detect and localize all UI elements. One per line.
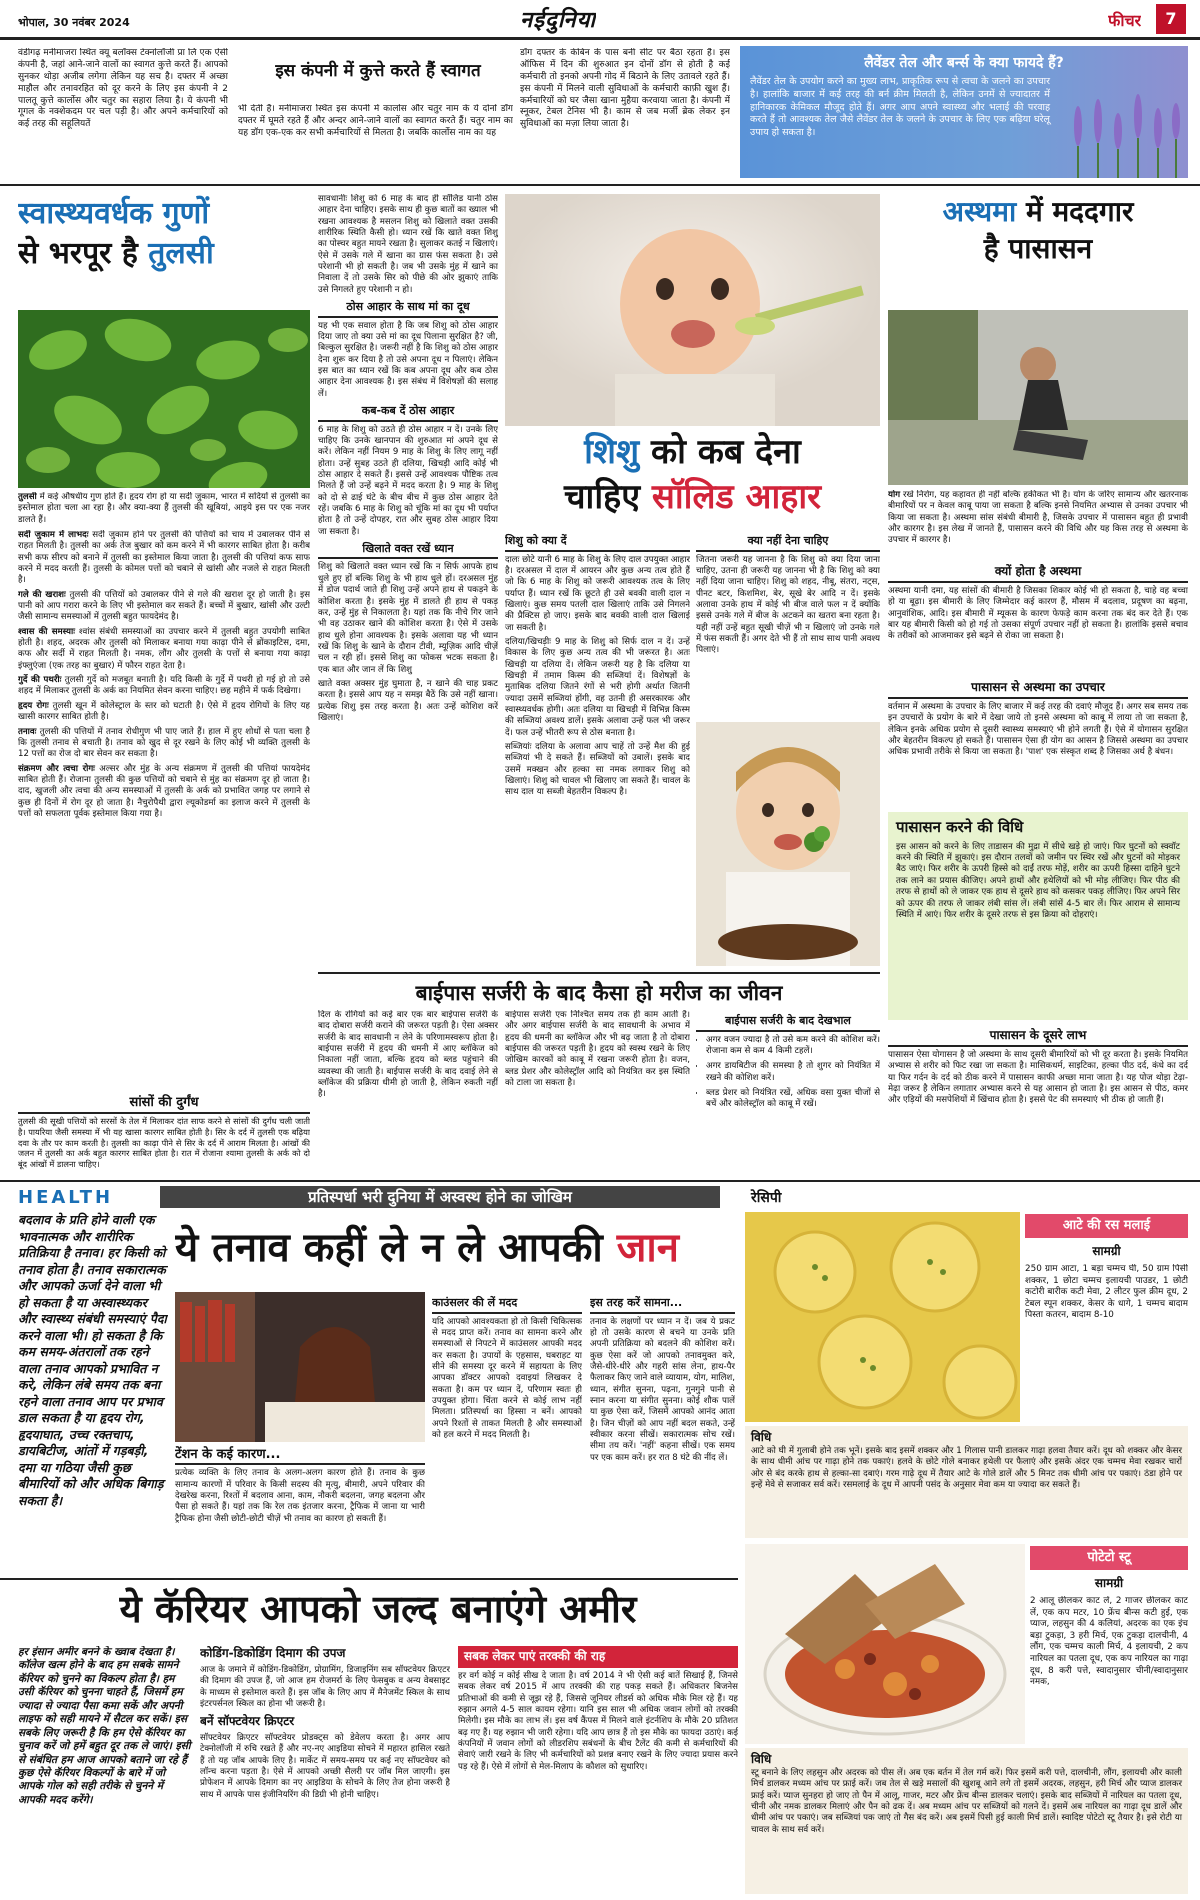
tulsi-para-text: श्वांस संबंधी समस्याओं का उपचार करने में तुलसी बहुत उपयोगी साबित होती है। शहद, अदरक और तुलसी को मिलाकर बनाया गया काढ़ा पीने से ब्रोंकाइटिस, दमा, कफ और सर्दी में राहत मिलती है। नमक, लौंग और तुलसी के पत्तों से बनाया गया काढ़ा इंफ्लुएंजा (एक तरह का बुखार) में फौरन राहत देता है।	[18, 626, 310, 671]
tulsi-para	[18, 727, 310, 761]
section-divider	[0, 1578, 738, 1580]
health-counsel	[432, 1292, 582, 1572]
tulsi-para-text: तुलसी खून में कोलेस्ट्राल के स्तर को घटाती है। ऐसे में हृदय रोगियों के लिए यह खासी कारगर साबित होती है।	[18, 700, 310, 723]
lavender-flowers-image	[1058, 66, 1188, 178]
tulsi-para-text: तुलसी की पत्तियों में तनाव रोधीगुण भी पाए जाते हैं। हाल में हुए शोधों से पता चला है कि तुलसी तनाव से बचाती है। तनाव को खुद से दूर रखने के लिए कोई भी व्यक्ति तुलसी के 12 पत्तों का रोज दो बार सेवन कर सकता है।	[18, 726, 310, 760]
tulsi-title-b: तुलसी	[148, 235, 214, 271]
career-lesson	[458, 1646, 738, 1894]
health-label: HEALTH	[18, 1187, 114, 1208]
stressed-student-image	[175, 1292, 425, 1442]
solid-intro: सावधानीः शिशु को 6 माह के बाद ही सॉलिड यानी ठोस आहार देना चाहिए। इसके साथ ही कुछ बातों का ख्याल भी रखना आवश्यक है मसलन शिशु को खिलाते वक्त उसकी शारीरिक स्थिति कैसी हो। ध्यान रखें कि खाते वक्त शिशु का पोस्चर बहुत मायने रखता है। सुलाकर कतई न खिलाएं। ऐसे में उसके गले में खाना का ग्रास फंस सकता है। उसे परेशानी भी हो सकती है। जब भी उसके मुंह में खाने का निवाला दें तो उसके सिर को पीछे की ओर झुकाएं ताकि उसे निगलते हुए परेशानी न हो।	[318, 194, 498, 295]
health-title-b: जान	[616, 1225, 679, 1271]
tulsi-caption	[18, 492, 310, 526]
recipe2-ingredients: 2 आलू छीलकर काट लें, 2 गाजर छीलकर काट लें, एक कप मटर, 10 फ्रेंच बीन्स कटी हुई, एक प्याज, लहसुन की 4 कलियां, अदरक का एक इंच बड़ा टुकड़ा, 3 हरी मिर्च, एक टुकड़ा दालचीनी, 4 लौंग, एक चम्मच काली मिर्च, 4 इलायची, 2 कप नारियल का पतला दूध, एक कप नारियल का गाढ़ा दूध, 8 करी पत्ते, स्वादानुसार चीनी/स्वादानुसार नमक,	[1030, 1596, 1188, 1688]
asthma-benefit-text: पासासन ऐसा योगासन है जो अस्थमा के साथ दूसरी बीमारियों को भी दूर करता है। इसके नियमित अभ्यास से शरीर को फिट रखा जा सकता है। मासिकधर्म, साइटिका, हल्का पीठ दर्द, कंधे का दर्द या फिर गर्दन के दर्द को ठीक करने में पासासन काफी अच्छा माना जाता है। यह पोज थोड़ा टेढ़ा-मेढ़ा जरूर है लेकिन लगातार अभ्यास करने से यह आसान हो जाता है। इस आसन से पीठ, कमर और एड़ियों की मसपेशियों में खिंचाव होता है। इससे पेट की समस्याएं भी ठीक हो जाती हैं।	[888, 1049, 1188, 1106]
bypass-col1: दिल के रोगियों को कई बार एक बार बाईपास सर्जरी के बाद दोबारा सर्जरी कराने की जरूरत पड़ती है। ऐसा अक्सर सर्जरी के बाद सावधानी न लेने के परिणामस्वरूप होता है। बाईपास सर्जरी में हृदय की धमनी में आए ब्लॉकेज को निकाला नहीं जाता, बल्कि हृदय को ब्लड पहुंचाने की व्यवस्था की जाती है। बाईपास सर्जरी के बाद दवाई लेने से ब्लॉकेज की प्रक्रिया धीमी हो जाती है, लेकिन रुकती नहीं है।	[318, 1010, 498, 1100]
career-software-text: सॉफ्टवेयर क्रिएटर सॉफ्टवेयर प्रोडक्ट्स को डेवेलप करता है। अगर आप टेक्नोलॉजी में रुचि रखते हैं और नए-नए आइडिया सोचने में महारत हासिल रखते हैं तो यह जॉब आपके लिए है। मार्केट में समय-समय पर कई नए सॉफ्टवेयर को लॉन्च करना पड़ता है। ऐसे में आपको अच्छी सैलरी पर जॉब मिल जाएगी। इस प्रोफेशन में आपके दिमाग का नए आइडिया के सोचने के लिए तेज होना जरूरी है साथ में आपके पास इंजीनियरिंग की डिग्री भी होनी चाहिए।	[200, 1733, 450, 1800]
tulsi-caption-lead: तुलसी	[18, 492, 37, 502]
asthma-benefit	[888, 1024, 1188, 1172]
career-software-heading: बनें सॉफ्टवेयर क्रिएटर	[200, 1714, 295, 1729]
recipe1-title: आटे की रस मलाई	[1025, 1214, 1188, 1238]
section-label: फीचर	[1108, 11, 1142, 30]
bypass-care-box	[696, 1010, 880, 1170]
tulsi-para	[18, 590, 310, 624]
asthma-title-a: अस्थमा	[942, 195, 1017, 228]
asthma-method-text: इस आसन को करने के लिए ताडासन की मुद्रा में सीधे खड़े हो जाएं। फिर घुटनों को स्क्वॉट करने की स्थिति में झुकाएं। इस दौरान तलवों को जमीन पर स्थिर रखें और घुटनों को मोड़कर बैठ जाएं। फिर शरीर के ऊपरी हिस्से को दाईं तरफ मोड़ें, शरीर का ऊपरी हिस्सा दाहिने घुटने तक लाने का प्रयास कीजिए। अपने हाथों और हथेलियों को भी मोड़ लीजिए। फिर पीठ की तरफ से हाथों को ले जाकर एक हाथ से दूसरे हाथ को कसकर पकड़ लीजिए। फिर अपने सिर को ऊपर की तरफ ले जाकर लंबी सांस लें। लंबी सांसें 4-5 बार लें। फिर आराम से सामान्य स्थिति में आएं। फिर शरीर के दूसरे तरफ से इस क्रिया को दोहराएं।	[896, 841, 1180, 920]
recipe2-method-box	[745, 1748, 1188, 1894]
asthma-treat	[888, 676, 1188, 808]
health-cause	[175, 1446, 425, 1570]
tulsi-para-head: गुर्दे की पथरीः	[18, 675, 62, 686]
health-counsel-text: यदि आपको आवश्यकता हो तो किसी चिकित्सक से मदद प्राप्त करें। तनाव का सामना करने और समस्याओं से निपटने में काउंसलर आपकी मदद कर सकता है। उपायों के एहसास, घबराहट या सीने की समस्या दूर करने में सहायता के लिए आपका डॉक्टर आपको दवाइयां लिखकर दे सकता है। कम पर ध्यान दें, परिणाम स्वतः ही उपयुक्त होगा। चिंता करने से कोई लाभ नहीं मिलता। प्रतिस्पर्धा का हिस्सा न बनें। आपको अपने रिश्तों से ताकत मिलती है और समस्याओं को हल करने में मदद मिलती है।	[432, 1316, 582, 1440]
recipe2-ing-heading: सामग्री	[1094, 1576, 1124, 1590]
tulsi-para	[18, 675, 310, 698]
career-coding	[200, 1646, 450, 1894]
bypass-care-list	[696, 1035, 880, 1111]
bypass-col2: बाईपास सर्जरी एक निश्चित समय तक ही काम आती है। और अगर बाईपास सर्जरी के बाद सावधानी के अभाव में हृदय की धमनी का ब्लॉकेज और भी बढ़ जाता है तो दोबारा बाईपास की जरूरत पड़ती है। हृदय को स्वस्थ रखने के लिए जोखिम कारकों को काबू में रखना जरूरी होता है। वजन, ब्लड प्रेशर और कोलेस्ट्रॉल आदि को नियंत्रित कर इस स्थिति को टाला जा सकता है।	[505, 1010, 690, 1089]
solid-feed-text-2: खाते वक्त अक्सर मुंह घुमाता है, न खाने की चाह प्रकट करता है। इससे आप यह न समझ बैठें कि उसे नहीं खाना। प्रत्येक शिशु इस तरह करता है। अतः उन्हें कोशिश करें खिलाएं।	[318, 678, 498, 723]
recipe1-method-text: आटे को घी में गुलाबी होने तक भूनें। इसके बाद इसमें शक्कर और 1 गिलास पानी डालकर गाढ़ा हलवा तैयार करें। दूध को शक्कर और केसर के साथ धीमी आंच पर गाढ़ा होने तक पकाएं। हलवे के छोटे गोले बनाकर हथेली पर फैलाएं और इसके अंदर एक चम्मच मेवा रखकर चारों ओर से बंद करके हाथ से हल्का-सा दबाएं। गरम गाढ़े दूध में तैयार आटे के गोले डालें और 5 मिनट तक धीमी आंच पर पकाएं। ठंडा होने पर इन्हें मेवे से सजाकर सर्व करें। रसमलाई के दूध में आपनी पसंद के अनुसार मेवा कम या ज्यादा कर सकते हैं।	[751, 1445, 1182, 1490]
masthead	[0, 0, 1200, 40]
asthma-why-heading: क्यों होता है अस्थमा	[888, 564, 1188, 583]
newspaper-logo: नईदुनिया	[520, 8, 597, 33]
ras-malai-image	[745, 1212, 1020, 1422]
asthma-headline	[888, 194, 1188, 306]
asthma-method-heading: पासासन करने की विधि	[896, 818, 1024, 836]
recipe1-method-box	[745, 1426, 1188, 1538]
asthma-title-b: में मददगार	[1016, 195, 1134, 228]
tulsi-title-line2	[18, 234, 308, 274]
asthma-title-line2: है पासासन	[983, 231, 1093, 265]
solid-not-text: जितना जरूरी यह जानना है कि शिशु को क्या दिया जाना चाहिए, उतना ही जरूरी यह जानना भी है कि शिशु को क्या नहीं दिया जाना चाहिए। शिशु को शहद, नीबू, संतरा, नट्स, पीनट बटर, किशमिश, बेर, सूखे बेर आदि न दें। इसके अलावा उनके हाथ में कोई भी बीज वाले फल न दें क्योंकि इससे उनके गले में बीज के अटकने का खतरा बना रहता है। यही नहीं उन्हें बहुत सूखी चीज़ें भी न खिलाएं जो उनके गले में फंस सकती हैं। अगर देते भी हैं तो साथ साथ पानी अवश्य पिलाएं।	[696, 554, 880, 656]
health-cause-heading: टेंशन के कई कारण...	[175, 1446, 425, 1465]
asthma-why	[888, 560, 1188, 674]
career-headline: ये कॅरियर आपको जल्द बनाएंगे अमीर	[119, 1587, 637, 1631]
tulsi-leaves-image	[18, 310, 310, 488]
tulsi-para	[18, 530, 310, 587]
career-lesson-text: हर वर्ग कोई न कोई सीख दे जाता है। वर्ष 2014 ने भी ऐसी कई बातें सिखाई हैं, जिनसे सबक लेकर वर्ष 2015 में आप तरक्की की राह पकड़ सकते हैं। अधिकतर बिजनेस प्रतिभाओं की कमी से जूझ रहे हैं, जिससे जूनियर लीडर्स को अधिक मौके मिल रहे हैं। यह रुझान अगले 4-5 साल कायम रहेगा। यानि इस साल भी अधिक जवान लोगों को तरक्की मिलेगी। इस मौके का लाभ लें। इस वर्ष कैंपस में मिलने वाले इंटर्नशिप के मौके 20 प्रतिशत बढ़ गए हैं। यह रुझान भी जारी रहेगा। यदि आप छात्र हैं तो इस मौके का फायदा उठाएं। कई कंपनियों में जवान लोगों को लीडरशिप सबंधनों के बीच टैलेंट की कमी से कर्मचारियों की सेवाएं जारी रखने के लिए भी कर्मचारियों को प्रशन्न बनाए रखने के लिए ज्यादा प्रयास करने पड़ रहे हैं। ऐसे में लोगों से मेल-मिलाप के कौशल को सुधारिए।	[458, 1670, 738, 1772]
list-item: • अगर डायबिटीज की समस्या है तो शुगर को नियंत्रित में रखने की कोशिश करें।	[706, 1061, 880, 1084]
tulsi-headline	[18, 194, 308, 306]
career-pull-quote: हर इंसान अमीर बनने के ख्वाब देखता है। कॉलेज खत्म होने के बाद हम सबके सामने कॅरियर को चुनने का विकल्प होता है। हम उसी कॅरियर को चुनना चाहते हैं, जिसमें हम ज्यादा से ज्यादा पैसा कमा सकें और अपनी लाइफ को सही मायने में सैटल कर सकें। इस सबके लिए जरूरी है कि हम ऐसे कॅरियर का चुनाव करें जो हमें बहुत दूर तक ले जाएं। इसी से संबंधित हम आज आपको बताने जा रहे हैं कुछ ऐसे कॅरियर विकल्पों के बारे में जो आपके गोल को सही तरीके से चुनने में आपकी मदद करेंगे।	[18, 1646, 191, 1806]
health-kicker: प्रतिस्पर्धा भरी दुनिया में अस्वस्थ होने का जोखिम	[160, 1186, 720, 1208]
lavender-title: लैवेंडर तेल और बर्न्स के क्या फायदे हैं?	[864, 55, 1064, 71]
dogs-right-text: डॉग दफ्तर के केबिन के पास बनी सीट पर बैठा रहता है। इस ऑफिस में दिन की शुरुआत इन दोनों डॉग से होती है कई कर्मचारी तो इनको अपनी गोद में बिठाने के लिए उतावले रहते हैं। इस कंपनी में मिलने वाली सुविधाओं के कर्मचारी काफ़ी खुश हैं। कर्मचारियों को घर जैसा खाना मुहैया करवाया जाता है। कंपनी में स्नूकर, टेबल टेनिस भी है। काम से जब मर्जी ब्रेक लेकर इन सुविधाओं का मज़ा लिया जाता है।	[520, 48, 730, 130]
section-divider	[0, 184, 1200, 186]
asthma-treat-heading: पासासन से अस्थमा का उपचार	[888, 680, 1188, 699]
solid-left-column	[318, 194, 498, 966]
section-divider	[0, 1180, 1200, 1182]
lavender-text: लैवेंडर तेल के उपयोग करने का मुख्य लाभ, प्राकृतिक रूप से त्वचा के जलने का उपचार है। हालांकि बाजार में कई तरह की बर्न क्रीम मिलती है, लेकिन उनमें से ज्यादातर में हानिकारक केमिकल मौजूद होते हैं। अगर आप अपने स्वास्थ्य और भलाई की परवाह करते हैं तो आवश्यक तेल जैसे लैवेंडर तेल के जलने के उपचार के लिए एक बढ़िया घरेलू उपाय हो सकता है।	[750, 76, 1050, 138]
health-cause-text: प्रत्येक व्यक्ति के लिए तनाव के अलग-अलग कारण होते हैं। तनाव के कुछ सामान्य कारणों में परिवार के किसी सदस्य की मृत्यु, बीमारी, अपने परिवार की देखरेख करना, रिश्तों में बदलाव आना, काम, नौकरी बदलना, जगह बदलना और पैसा हो सकते हैं। यहां तक कि रेल तक इंतजार करना, ट्रैफिक में जाना या भारी ट्रैफिक होना जैसी छोटी-छोटी चीज़ें भी तनाव का कारण हो सकती हैं।	[175, 1468, 425, 1524]
solid-give-text: दालः छोटे यानी 6 माह के शिशु के लिए दाल उपयुक्त आहार है। दरअसल में दाल में आयरन और कुछ अन्य तत्व होते हैं जो कि 6 माह के शिशु को जरूरी आवश्यक तत्व के लिए पर्याप्त हैं। ध्यान रखें कि छूटते ही उसे बवकी वाली दाल न खिलाएं। कुछ समय पतली दाल खिलाएं ताकि उसे निगलने की प्रैक्टिस हो जाए। इसके बाद बवकी वाली दाल खिलाई जा सकती है।	[505, 554, 690, 633]
tulsi-odor-text: तुलसी की सूखी पत्तियों को सरसों के तेल में मिलाकर दांत साफ करने से सांसों की दुर्गंध चली जाती है। पायरिया जैसी समस्या में भी यह खासा कारगर साबित होती है। सिर के दर्द में तुलसी एक बढ़िया दवा के तौर पर काम करती है। तुलसी का काढ़ा पीने से सिर के दर्द में आराम मिलता है। आंखों की जलन में तुलसी का अर्क बहुत कारगर साबित होता है। रात में रोजाना श्यामा तुलसी के अर्क को दो बूंद आंखों में डालना चाहिए।	[18, 1116, 310, 1170]
list-item: • ब्लड प्रेशर को नियंत्रित रखें, अधिक वसा युक्त चीजों से बचें और कोलेस्ट्रॉल को काबू में रखें।	[706, 1088, 880, 1111]
recipe-label: रेसिपी	[751, 1190, 782, 1206]
health-headline	[175, 1222, 735, 1282]
health-title-a: ये तनाव कहीं ले न ले आपकी	[175, 1225, 617, 1271]
asthma-treat-text: वर्तमान में अस्थमा के उपचार के लिए बाजार में कई तरह की दवाएं मौजूद हैं। अगर सब समय तक इन उपचारों के प्रयोग के बारे में देखा जाये तो इनसे अस्थमा को काबू में लाया तो जा सकता है, लेकिन इनके अधिक प्रयोग से दूसरी स्वास्थ्य समस्याएं भी होने लगती हैं। ऐसे में योगासन सुरक्षित और बेहतरीन विकल्प हो सकते हैं। पासासन ऐसा ही योग का आसन है जिससे अस्थमा का उपचार अधिक प्रभावी तरीके से किया जा सकता है। 'पाश' एक संस्कृत शब्द है जिसका अर्थ है बंधन।	[888, 701, 1188, 758]
tulsi-para-head: संक्रमण और त्वचा रोगः	[18, 763, 95, 774]
tulsi-para-text: अल्सर और मुंह के अन्य संक्रमण में तुलसी की पत्तियां फायदेमंद साबित होती हैं। रोजाना तुलसी की कुछ पत्तियों को चबाने से मुंह का संक्रमण दूर हो जाता है। दाद, खुजली और त्वचा की अन्य समस्याओं में तुलसी के अर्क को प्रभावित जगह पर लगाने से कुछ ही दिनों में रोग दूर हो जाता है। नैचुरोपैथी द्वारा ल्यूकोडर्मा का इलाज करने में तुलसी के पत्तों को सफलता पूर्वक इस्तेमाल किया गया है।	[18, 763, 310, 819]
tulsi-caption-text: में कई औषधीय गुण होते हैं। हृदय रोग हो या सर्दी जुकाम, भारत में सदियों से तुलसी का इस्तेमाल होता चला आ रहा है। और क्या-क्या हैं तुलसी की खूबियां, आइये इस पर एक नजर डालते हैं।	[18, 492, 310, 525]
solid-title-c: चाहिए	[563, 476, 652, 517]
solid-title-line2	[505, 475, 880, 520]
tulsi-para	[18, 701, 310, 724]
bypass-headline: बाईपास सर्जरी के बाद कैसा हो मरीज का जीवन	[415, 981, 783, 1005]
lavender-box	[740, 46, 1188, 178]
solid-when-text: 6 माह के शिशु को उठते ही ठोस आहार न दें। उनके लिए चाहिए कि उनके खानपान की शुरुआत मां अपने दूध से करें। लेकिन नहीं नियम 9 माह के शिशु के लिए लागू नहीं होता। उन्हें सुबह उठते ही दलिया, खिचड़ी आदि कोई भी ठोस आहार दे सकते हैं। इससे उन्हें आवश्यक पौष्टिक तत्व मिलते हैं जो उन्हें बढ़ने में मदद करता है। 9 माह के शिशु को दो से ढाई घंटे के बीच बीच में कुछ ठोस आहार देते रहें। जबकि 6 माह के शिशु को चूंकि मां का दूध भी पर्याप्त होता है तो उन्हें दोपहर, रात और सुबह ठोस आहार दिया जा सकता है।	[318, 424, 498, 537]
solid-feed-heading: खिलाते वक्त रखें ध्यान	[318, 542, 498, 560]
recipe2-method-heading: विधि	[751, 1752, 772, 1766]
asthma-caption	[888, 490, 1188, 554]
recipe1-method-heading: विधि	[751, 1430, 772, 1444]
tulsi-title-a: से भरपूर है	[18, 235, 149, 271]
solid-not-column	[696, 530, 880, 720]
tulsi-para	[18, 764, 310, 821]
health-face-heading: इस तरह करें सामना...	[590, 1296, 735, 1314]
tulsi-title-line1: स्वास्थ्यवर्धक गुणों	[18, 196, 210, 231]
baby-eating-image	[505, 194, 880, 426]
solid-give-heading: शिशु को क्या दें	[505, 534, 690, 552]
dogs-mid-column	[238, 104, 513, 176]
asthma-title-line1	[888, 194, 1188, 231]
career-coding-text: आज के जमाने में कोडिंग-डिकोडिंग, प्रोग्रामिंग, डिजाइनिंग सब सॉफ्टवेयर क्रिएटर की दिमाग की उपज हैं, जो आज हम रोजमर्रा के लिए फेसबुक व अन्य वेबसाइट के माध्यम से इस्तेमाल करते हैं। इस जॉब के लिए आप में मैनेजमेंट स्किल के साथ इंटरपर्सनल स्किल का होना भी जरूरी है।	[200, 1664, 450, 1709]
solid-title-a: शिशु	[584, 432, 640, 472]
list-item: • अगर वजन ज्यादा है तो उसे कम करने की कोशिश करें। रोजाना कम से कम 4 किमी टहलें।	[706, 1035, 880, 1058]
tulsi-para-text: सर्दी जुकाम होने पर तुलसी की पत्तियों को चाय में उबालकर पीने से राहत मिलती है। तुलसी का अर्क तेज बुखार को कम करने में भी कारगर साबित होता है। करीब सभी कफ सीरप को बनाने में तुलसी का इस्तेमाल किया जाता है। तुलसी की पत्तियां कफ साफ करने में मदद करती हैं। तुलसी के कोमल पत्तों को चबाने से खांसी और नजले से राहत मिलती है।	[18, 530, 310, 586]
solid-title-d: सॉलिड आहार	[651, 476, 822, 517]
solid-not-heading: क्या नहीं देना चाहिए	[696, 534, 880, 552]
dogs-right-column	[520, 48, 730, 176]
health-pull-quote: बदलाव के प्रति होने वाली एक भावनात्मक और शारीरिक प्रतिक्रिया है तनाव। हर किसी को तनाव होता है। तनाव सकारात्मक और आपको ऊर्जा देने वाला भी हो सकता है या अस्वास्थ्यकर और स्वास्थ्य संबंधी समस्याएं पैदा करने वाला भी। हो सकता है कि कम समय-अंतरालों तक रहने वाला तनाव आपको प्रभावित न करे, लेकिन लंबे समय तक बना रहने वाला तनाव आप पर प्रभाव डाल सकता है या हृदय रोग, हृदयाघात, उच्च रक्तचाप, डायबिटीज, आंतों में गड़बड़ी, दमा या गठिया जैसी कुछ बीमारियों को और अधिक बिगाड़ सकता है।	[18, 1212, 167, 1508]
solid-when-heading: कब-कब दें ठोस आहार	[318, 404, 498, 422]
tulsi-odor-title: सांसों की दुर्गंध	[18, 1094, 310, 1114]
tulsi-body	[18, 530, 310, 1090]
tulsi-para-head: गले की खराशः	[18, 589, 66, 600]
tulsi-para-head: श्वास की समस्याः	[18, 626, 75, 637]
yoga-pose-image	[888, 310, 1188, 485]
recipe2-title: पोटेटो स्टू	[1030, 1546, 1188, 1570]
recipe2-method-text: स्टू बनाने के लिए लहसुन और अदरक को पीस लें। अब एक बर्तन में तेल गर्म करें। फिर इसमें करी पत्ते, दालचीनी, लौंग, इलायची और काली मिर्च डालकर मध्यम आंच पर फ्राई करें। जब तेल से खड़े मसालों की खुशबू आने लगे तो इसमें अदरक, लहसुन, हरी मिर्च और प्याज डालकर फ्राई करें। प्याज सुनहरा हो जाए तो पैन में आलू, गाजर, मटर और फ्रेंच बीन्स डालकर चलाएं। इसके बाद सब्जियों में नारियल का पतला दूध, चीनी और नमक डालकर मिलाएं और पैन को ढक दें। अब मध्यम आंच पर सब्जियों को गलने दें। इसमें अब नारियल का गाढ़ा दूध डालें और धीमी आंच पर पकाएं। जब सब्जियां पक जाएं तो गैस बंद करें। अब इसमें पिसी हुई काली मिर्च डालें। स्वादिष्ट पोटेटो स्टू तैयार है। इसे रोटी या चावल के साथ सर्व करें।	[751, 1767, 1182, 1835]
career-lesson-heading: सबक लेकर पाएं तरक्की की राह	[458, 1646, 738, 1668]
asthma-method-box	[888, 812, 1188, 1020]
career-coding-heading: कोडिंग-डिकोडिंग दिमाग की उपज	[200, 1646, 346, 1660]
tulsi-para-text: तुलसी की पत्तियों को उबालकर पीने से गले की खराश दूर हो जाती है। इस पानी को आप गरारा करने के लिए भी इस्तेमाल कर सकते हैं। बच्चों में बुखार, खांसी और उल्टी जैसी सामान्य समस्याओं में तुलसी बहुत फायदेमंद है।	[18, 589, 310, 623]
tulsi-para	[18, 627, 310, 672]
tulsi-para-text: तुलसी गुर्दे को मजबूत बनाती है। यदि किसी के गुर्दे में पथरी हो गई हो तो उसे शहद में मिलाकर तुलसी के अर्क का नियमित सेवन करना चाहिए। छह महीने में फर्क दिखेगा।	[18, 675, 310, 697]
health-face	[590, 1292, 735, 1572]
dogs-left-text: वंडीगढ़ मनीमाजरा स्थित क्यू बलॉक्स टेक्नोलॉजी प्रा लि एक ऐसी कंपनी है, जहां आने-जाने वालों का स्वागत कुत्ते करते हैं। आपको सुनकर थोड़ा अजीब लगेगा लेकिन यह सच है। दफ्तर में अच्छा माहौल और तनावरहित को दूर करने के लिए इस कंपनी ने 2 पालतू कुत्ते कार्लोस और चतुर का सहारा लिया है। ये कंपनी भी गूगल के नक्शेकदम पर चल पड़ी है। और अपने कर्मचारियों को कई तरह की सहूलियतें	[18, 48, 228, 130]
recipe1-ing-heading: सामग्री	[1092, 1244, 1121, 1258]
solid-milk-heading: ठोस आहार के साथ मां का दूध	[318, 300, 498, 318]
asthma-benefit-heading: पासासन के दूसरे लाभ	[888, 1028, 1188, 1047]
health-face-text: तनाव के लक्षणों पर ध्यान न दें। जब ये प्रकट हो तो उसके कारण से बचने या उनके प्रति अपनी प्रतिक्रिया को बदलने की कोशिश करें। कुछ ऐसा करें जो आपको तनावमुक्त करे, जैसे-धीरे-धीरे और गहरी सांस लेना, हाथ-पैर फैलाकर किए जाने वाले व्यायाम, योग, मालिश, ध्यान, संगीत सुनना, पढ़ना, गुनगुने पानी से स्नान करना या संगीत सुनना। कोई शौक पालें या कुछ ऐसा करें, जिसमें आपको आनंद आता है। जिन चीज़ों को आप नहीं बदल सकते, उन्हें स्वीकार करना सीखें। सकारात्मक सोच रखें। सीमा तय करें। 'नहीं' कहना सीखें। एक समय पर एक काम करें। हर रात 8 घंटे की नींद लें।	[590, 1316, 735, 1463]
solid-title-line1	[505, 430, 880, 475]
dogs-mid-text: भी देती है। मनीमाजरा स्थित इस कंपनी में कार्लोस और चतुर नाम के ये दोनों डॉग दफ्तर में घूमते रहते हैं और अन्दर आने-जाने वालों का स्वागत करते हैं। चतुर नाम का यह डॉग एक-एक कर सभी कर्मचारियों से मिलता है। जबकि कार्लोस नाम का यह	[238, 104, 513, 138]
edition-date: भोपाल, 30 नवंबर 2024	[18, 16, 130, 29]
potato-stew-image	[745, 1544, 1025, 1744]
solid-milk-text: यह भी एक सवाल होता है कि जब शिशु को ठोस आहार दिया जाए तो क्या उसे मां का दूध पिलाना सुरक्षित है? जी, बिल्कुल सुरक्षित है। जरूरी नहीं है कि शिशु को ठोस आहार देना शुरू कर दिया है तो उसे अपना दूध न पिलाएं। लेकिन इस बात का ध्यान रखें कि कब अपना दूध और कब ठोस आहार देना आवश्यक है। इस संबंध में विशेषज्ञों की सलाह लें।	[318, 320, 498, 399]
bypass-care-heading: बाईपास सर्जरी के बाद देखभाल	[696, 1014, 880, 1032]
asthma-why-text: अस्थमा यानी दमा, यह सांसों की बीमारी है जिसका शिकार कोई भी हो सकता है, चाहे वह बच्चा हो या बूढ़ा। इस बीमारी के लिए जिम्मेदार कई कारण हैं, मौसम में बदलाव, प्रदूषण का बढ़ना, आनुवांशिक, आदि। इस बीमारी में म्यूकस के कारण फेफड़े काम करना तक बंद कर देते हैं। एक बार यह बीमारी किसी को हो गई तो उसका संपूर्ण उपचार नहीं हो सकता है। हालांकि इससे बचाव के तरीकों को आजमाकर इसे बढ़ने से रोका जा सकता है।	[888, 585, 1188, 642]
asthma-caption-lead: योग	[888, 490, 901, 500]
solid-give-column	[505, 530, 690, 966]
solid-give-text-3: सब्जियांः दलिया के अलावा आप चाहें तो उन्हें मैश की हुई सब्जियां भी दे सकते हैं। सब्जियों को उबालें। इसके बाद उसमें मक्खन और हल्का सा नमक लगाकर शिशु को खिलाएं। शिशु को चावल भी खिलाए जा सकते हैं। चावल के साथ दाल या सब्जी बेहतरीन विकल्प है।	[505, 742, 690, 798]
solid-give-text-2: दलिया/खिचड़ीः 9 माह के शिशु को सिर्फ दाल न दें। उन्हें विकास के लिए कुछ अन्य तत्व की भी जरूरत है। अतः खिचड़ी या दलिया दें। लेकिन जरूरी यह है कि दलिया या खिचड़ी में तमाम किस्म की सब्जियां दें। विशेषज्ञों के मुताबिक दलिया जितने रंगों से भरी होगी अर्थात जितनी ज्यादा उसमें सब्जियां होंगी, वह उतनी ही असरकारक और स्वास्थ्यवर्धक होगी। अतः दलिया या खिचड़ी में विभिन्न किस्म की सब्जियां अवश्य डालें। इसके अलावा उन्हें फल भी जरूर दें। फल उन्हें भीतरी रूप से ठोस बनाता है।	[505, 636, 690, 738]
recipe1-ingredients: 250 ग्राम आटा, 1 बड़ा चम्मच घी, 50 ग्राम पिसी शक्कर, 1 छोटा चम्मच इलायची पाउडर, 1 छोटी कटोरी बारीक कटी मेवा, 2 लीटर फुल क्रीम दूध, 2 टेबल स्पून शक्कर, केसर के धागे, 1 चम्मच बादाम पिस्ता कतरन, बादाम 8-10	[1025, 1264, 1188, 1321]
dogs-headline: इस कंपनी में कुत्ते करते हैं स्वागत	[275, 61, 481, 81]
page-number: 7	[1156, 4, 1186, 34]
tulsi-para-head: सर्दी जुकाम में लाभदः	[18, 530, 89, 540]
tulsi-para-head: तनावः	[18, 726, 37, 737]
tulsi-para-head: हृदय रोगः	[18, 700, 49, 711]
solid-feed-text: शिशु को खिलाते वक्त ध्यान रखें कि न सिर्फ आपके हाथ धुले हुए हों बल्कि शिशु के भी हाथ धुले हों। दरअसल मुंह में डोज पदार्थ जाते ही शिशु उन्हें अपने हाथ से पकड़ने के कोशिश करता है। इसके मुंह में डालते ही हाथ से पकड़ कर, उन्हें मुंह से निकालता है। यहां तक कि नीचे गिर जाने भी वह उठाकर खाने की कोशिश करता है। ऐसे में उसके हाथ धुले होना आवश्यक है। इसके अलावा यह भी ध्यान रखें कि शिशु के खाने के दौरान टीवी, म्यूज़िक आदि चीज़ें चल न रही हों। इससे शिशु का फोकस भटक सकता है। एक बात और जान लें कि शिशु	[318, 562, 498, 675]
dogs-left-column	[18, 48, 228, 176]
health-counsel-heading: काउंसलर की लें मदद	[432, 1296, 582, 1314]
asthma-caption-text: रखे निरोग, यह कहावत ही नहीं बल्कि हकीकत भी है। योग के जरिए सामान्य और खतरनाक बीमारियों पर न केवल काबू पाया जा सकता है बल्कि इनसे नियमित अभ्यास से उनका उपचार भी किया जा सकता है। अस्थमा सांस संबंधी बीमारी है, जिसके उपचार में पासासन बहुत ही प्रभावी और कारगर है। इस लेख में जानते हैं, पासासन करने की विधि और यह किस तरह से अस्थमा के उपचार में कारगर है।	[888, 490, 1188, 546]
solid-headline	[505, 430, 880, 530]
child-eating-image	[696, 722, 880, 966]
solid-title-b: को कब देना	[639, 432, 801, 472]
